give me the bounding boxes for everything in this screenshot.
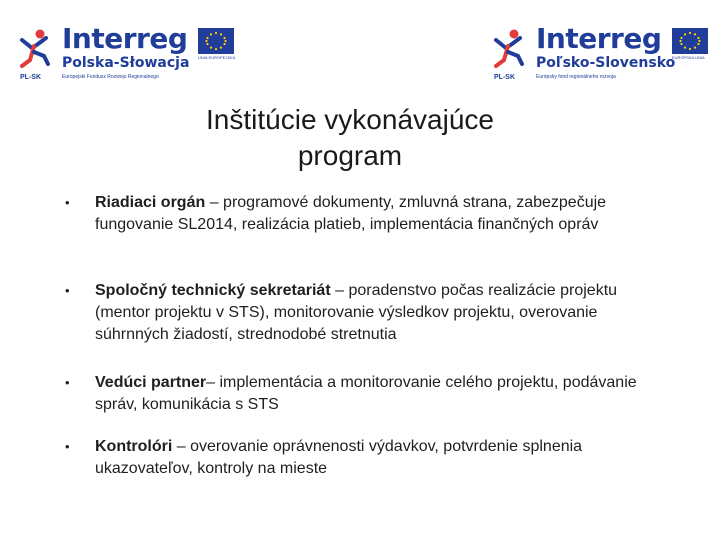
bullet-marker: • bbox=[65, 283, 70, 298]
bullet-term: Vedúci partner bbox=[95, 374, 207, 391]
bullet-marker: • bbox=[65, 439, 70, 454]
bullet-item-managing-authority bbox=[60, 192, 660, 258]
runner-icon bbox=[492, 26, 526, 82]
bullet-term: Spoločný technický sekretariát bbox=[95, 282, 331, 299]
brand-name: Interreg bbox=[536, 22, 662, 55]
bullet-term: Riadiaci orgán bbox=[95, 194, 206, 211]
bullet-item-controllers bbox=[60, 436, 660, 480]
title-line-2: program bbox=[297, 140, 403, 171]
brand-fine-print: Europejski Fundusz Rozwoju Regionalnego bbox=[62, 74, 159, 80]
bullet-item-joint-secretariat bbox=[60, 280, 660, 366]
eu-flag-icon bbox=[198, 28, 234, 54]
interreg-logo-right bbox=[492, 22, 712, 82]
brand-subtitle: Poľsko-Slovensko bbox=[536, 55, 676, 71]
bullet-marker: • bbox=[65, 195, 70, 210]
badge-text: PL-SK bbox=[494, 74, 515, 81]
runner-icon bbox=[18, 26, 52, 82]
brand-fine-print: Európsky fond regionálneho rozvoja bbox=[536, 74, 616, 80]
interreg-logo-left bbox=[18, 22, 238, 82]
bullet-list bbox=[60, 192, 660, 480]
slide-title bbox=[120, 102, 580, 174]
flag-caption: EURÓPSKA ÚNIA bbox=[672, 55, 705, 60]
brand-subtitle: Polska-Słowacja bbox=[62, 55, 190, 71]
flag-caption: UNIA EUROPEJSKA bbox=[198, 55, 236, 60]
bullet-text: – programové dokumenty, zmluvná strana, zabezpečuje fungovanie SL2014, realizácia platieb, implementácia finančných opráv bbox=[95, 194, 607, 233]
brand-name: Interreg bbox=[62, 22, 188, 55]
bullet-text: – overovanie oprávnenosti výdavkov, potvrdenie splnenia ukazovateľov, kontroly na mieste bbox=[95, 438, 583, 477]
bullet-item-lead-partner bbox=[60, 372, 660, 416]
title-line-1: Inštitúcie vykonávajúce bbox=[206, 104, 494, 135]
bullet-term: Kontrolóri bbox=[95, 438, 173, 455]
bullet-marker: • bbox=[65, 375, 70, 390]
eu-flag-icon bbox=[672, 28, 708, 54]
badge-text: PL-SK bbox=[20, 74, 41, 81]
bullet-text: – poradenstvo počas realizácie projektu (mentor projektu v STS), monitorovanie výsledkov projektu, overovanie súhrnných žiadostí, strednodobé stretnutia bbox=[95, 282, 618, 343]
bullet-text: – implementácia a monitorovanie celého projektu, podávanie správ, komunikácia s STS bbox=[95, 374, 637, 413]
